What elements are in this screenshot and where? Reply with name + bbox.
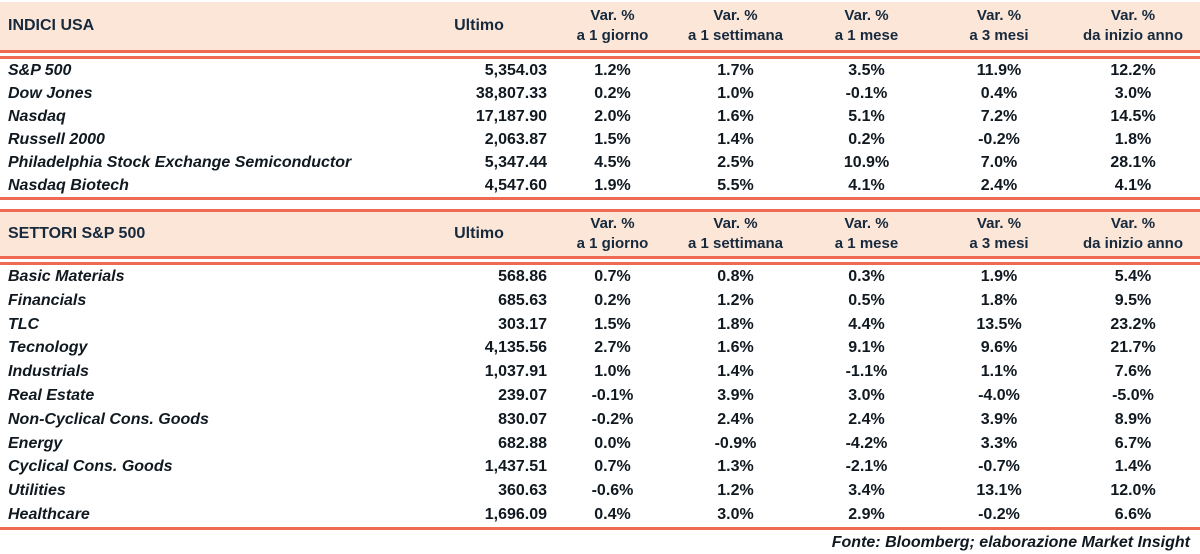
indici-usa-header-row xyxy=(0,2,1200,50)
var-value: 0.2% xyxy=(594,85,631,102)
var-value: 3.0% xyxy=(717,505,754,523)
row-label: Utilities xyxy=(8,482,66,500)
var-value: 2.7% xyxy=(594,339,631,357)
row-label: S&P 500 xyxy=(8,62,72,79)
var-value: 1.0% xyxy=(594,363,631,381)
row-label: Dow Jones xyxy=(8,85,93,102)
var-header-line2: a 1 giorno xyxy=(576,27,649,44)
table-row xyxy=(0,432,1200,456)
ultimo-value: 682.88 xyxy=(498,434,547,452)
ultimo-value: 4,547.60 xyxy=(484,177,547,194)
var-value: 1.6% xyxy=(717,339,754,357)
var-header-line2: a 3 mesi xyxy=(969,27,1029,44)
var-value: 5.4% xyxy=(1114,268,1152,285)
var-value: 0.7% xyxy=(594,458,631,476)
column-header-ultimo: Ultimo xyxy=(454,225,504,242)
var-value: 0.7% xyxy=(594,268,631,285)
var-value: 1.5% xyxy=(594,131,631,148)
var-value: 28.1% xyxy=(1110,154,1156,171)
var-value: 2.4% xyxy=(848,410,885,428)
var-value: 3.0% xyxy=(1114,85,1152,102)
table-row xyxy=(0,265,1200,289)
var-value: 9.6% xyxy=(980,339,1018,357)
var-value: 0.4% xyxy=(980,85,1018,102)
var-value: 4.1% xyxy=(1114,177,1152,194)
row-label: Nasdaq Biotech xyxy=(8,177,129,194)
column-header-var-1day xyxy=(555,214,670,254)
ultimo-value: 568.86 xyxy=(498,268,547,285)
var-header-line1: Var. % xyxy=(844,7,889,24)
var-value: 6.7% xyxy=(1114,434,1152,452)
var-value: -4.2% xyxy=(845,434,888,452)
var-value: 3.9% xyxy=(980,410,1018,428)
source-note: Fonte: Bloomberg; elaborazione Market Insight xyxy=(831,533,1190,551)
var-value: 1.8% xyxy=(1114,131,1152,148)
var-header-line1: Var. % xyxy=(1110,215,1156,232)
table-row xyxy=(0,289,1200,313)
var-value: -0.2% xyxy=(591,410,634,428)
var-value: 3.9% xyxy=(717,386,754,404)
column-header-var-ytd xyxy=(1066,6,1200,46)
var-value: 8.9% xyxy=(1114,410,1152,428)
var-value: 1.2% xyxy=(717,482,754,500)
var-value: 6.6% xyxy=(1114,505,1152,523)
row-label: Tecnology xyxy=(8,339,88,357)
indici-usa-table xyxy=(0,2,1200,200)
var-header-line1: Var. % xyxy=(976,215,1022,232)
indici-usa-body xyxy=(0,59,1200,197)
var-value: -2.1% xyxy=(845,458,888,476)
table-title: SETTORI S&P 500 xyxy=(8,225,146,242)
table-row xyxy=(0,82,1200,105)
var-value: 12.2% xyxy=(1110,62,1156,79)
table-row xyxy=(0,59,1200,82)
var-value: 2.0% xyxy=(594,108,631,125)
var-value: 0.8% xyxy=(717,268,754,285)
column-header-var-1week xyxy=(670,6,801,46)
var-value: -4.0% xyxy=(978,386,1020,404)
var-value: 23.2% xyxy=(1110,315,1156,333)
var-value: 0.5% xyxy=(848,291,885,309)
var-value: -0.1% xyxy=(591,386,634,404)
settori-sp500-header-row xyxy=(0,209,1200,256)
var-value: 1.2% xyxy=(594,62,631,79)
var-value: 14.5% xyxy=(1110,108,1156,125)
var-value: 10.9% xyxy=(843,154,890,171)
var-value: 2.5% xyxy=(717,154,754,171)
var-value: 13.5% xyxy=(976,315,1022,333)
var-header-line2: da inizio anno xyxy=(1083,27,1183,44)
var-value: 1.9% xyxy=(980,268,1018,285)
column-header-ultimo: Ultimo xyxy=(454,17,504,34)
var-value: 4.1% xyxy=(848,177,885,194)
ultimo-value: 38,807.33 xyxy=(475,85,547,102)
var-header-line2: da inizio anno xyxy=(1083,235,1183,252)
table-row xyxy=(0,455,1200,479)
var-header-line1: Var. % xyxy=(713,215,758,232)
var-value: 9.5% xyxy=(1114,291,1152,309)
var-value: 7.0% xyxy=(980,154,1018,171)
var-value: 5.5% xyxy=(717,177,754,194)
ultimo-value: 685.63 xyxy=(498,291,547,309)
divider-double-line xyxy=(0,256,1200,265)
var-value: 1.3% xyxy=(717,458,754,476)
table-title: INDICI USA xyxy=(8,17,95,34)
column-header-var-ytd xyxy=(1066,214,1200,254)
var-header-line2: a 1 mese xyxy=(834,235,899,252)
row-label: Real Estate xyxy=(8,386,95,404)
ultimo-value: 360.63 xyxy=(498,482,547,500)
var-value: 1.8% xyxy=(717,315,754,333)
table-row xyxy=(0,105,1200,128)
var-header-line1: Var. % xyxy=(590,7,635,24)
var-value: 11.9% xyxy=(976,62,1022,79)
ultimo-value: 830.07 xyxy=(498,410,547,428)
var-header-line1: Var. % xyxy=(844,215,889,232)
var-value: 2.4% xyxy=(717,410,754,428)
table-row xyxy=(0,408,1200,432)
var-value: 1.0% xyxy=(717,85,754,102)
var-value: 1.2% xyxy=(717,291,754,309)
var-value: 1.6% xyxy=(717,108,754,125)
row-label: Russell 2000 xyxy=(8,131,105,148)
ultimo-value: 1,037.91 xyxy=(484,363,547,381)
column-header-var-1week xyxy=(670,214,801,254)
var-value: -5.0% xyxy=(1112,386,1154,404)
ultimo-value: 4,135.56 xyxy=(484,339,547,357)
var-value: 1.1% xyxy=(980,363,1018,381)
divider-double-line xyxy=(0,50,1200,59)
ultimo-value: 2,063.87 xyxy=(484,131,547,148)
ultimo-value: 17,187.90 xyxy=(475,108,547,125)
table-row xyxy=(0,336,1200,360)
var-header-line2: a 1 settimana xyxy=(687,235,784,252)
var-value: 7.6% xyxy=(1114,363,1152,381)
var-header-line1: Var. % xyxy=(1110,7,1156,24)
var-header-line1: Var. % xyxy=(976,7,1022,24)
settori-sp500-body xyxy=(0,265,1200,527)
table-row xyxy=(0,151,1200,174)
var-value: 12.0% xyxy=(1110,482,1156,500)
table-row xyxy=(0,384,1200,408)
var-header-line2: a 1 giorno xyxy=(576,235,649,252)
var-value: 3.3% xyxy=(980,434,1018,452)
var-value: 9.1% xyxy=(848,339,885,357)
row-label: TLC xyxy=(8,315,40,333)
column-header-var-3months xyxy=(932,6,1066,46)
var-value: -0.1% xyxy=(845,85,888,102)
var-value: 1.4% xyxy=(717,363,754,381)
ultimo-value: 239.07 xyxy=(498,386,547,404)
row-label: Basic Materials xyxy=(8,268,125,285)
row-label: Nasdaq xyxy=(8,108,66,125)
var-value: -1.1% xyxy=(845,363,888,381)
var-value: 4.4% xyxy=(848,315,885,333)
var-value: -0.7% xyxy=(978,458,1020,476)
table-row xyxy=(0,174,1200,197)
row-label: Financials xyxy=(8,291,87,309)
column-header-var-3months xyxy=(932,214,1066,254)
var-header-line1: Var. % xyxy=(713,7,758,24)
var-value: 1.7% xyxy=(717,62,754,79)
var-value: 1.4% xyxy=(1114,458,1152,476)
var-value: 0.2% xyxy=(848,131,885,148)
var-value: 1.4% xyxy=(717,131,754,148)
column-header-var-1month xyxy=(801,214,932,254)
ultimo-value: 5,354.03 xyxy=(484,62,547,79)
var-value: -0.6% xyxy=(591,482,634,500)
column-header-var-1day xyxy=(555,6,670,46)
row-label: Philadelphia Stock Exchange Semiconductor xyxy=(8,154,352,171)
var-value: -0.2% xyxy=(978,131,1020,148)
var-value: 5.1% xyxy=(848,108,885,125)
table-row xyxy=(0,313,1200,337)
var-value: 3.5% xyxy=(848,62,885,79)
ultimo-value: 1,437.51 xyxy=(484,458,547,476)
var-value: -0.2% xyxy=(978,505,1020,523)
var-header-line1: Var. % xyxy=(590,215,635,232)
var-header-line2: a 1 settimana xyxy=(687,27,784,44)
var-value: 2.4% xyxy=(980,177,1018,194)
var-value: 4.5% xyxy=(594,154,631,171)
row-label: Non-Cyclical Cons. Goods xyxy=(8,410,209,428)
row-label: Healthcare xyxy=(8,505,90,523)
row-label: Cyclical Cons. Goods xyxy=(8,458,173,476)
ultimo-value: 303.17 xyxy=(498,315,547,333)
var-value: 0.4% xyxy=(594,505,631,523)
var-value: 13.1% xyxy=(976,482,1022,500)
var-header-line2: a 1 mese xyxy=(834,27,899,44)
table-row xyxy=(0,479,1200,503)
var-value: 0.0% xyxy=(594,434,631,452)
var-header-line2: a 3 mesi xyxy=(969,235,1029,252)
column-header-var-1month xyxy=(801,6,932,46)
table-gap xyxy=(0,200,1200,209)
ultimo-value: 5,347.44 xyxy=(484,154,547,171)
row-label: Energy xyxy=(8,434,63,452)
var-value: 3.4% xyxy=(848,482,885,500)
table-row xyxy=(0,360,1200,384)
row-label: Industrials xyxy=(8,363,89,381)
var-value: 1.9% xyxy=(594,177,631,194)
table-row xyxy=(0,128,1200,151)
var-value: 2.9% xyxy=(848,505,885,523)
var-value: 1.8% xyxy=(980,291,1018,309)
var-value: 3.0% xyxy=(848,386,885,404)
var-value: 7.2% xyxy=(980,108,1018,125)
settori-sp500-table xyxy=(0,209,1200,530)
var-value: 1.5% xyxy=(594,315,631,333)
var-value: -0.9% xyxy=(714,434,757,452)
var-value: 21.7% xyxy=(1110,339,1156,357)
var-value: 0.2% xyxy=(594,291,631,309)
table-row xyxy=(0,503,1200,527)
ultimo-value: 1,696.09 xyxy=(484,505,547,523)
var-value: 0.3% xyxy=(848,268,885,285)
